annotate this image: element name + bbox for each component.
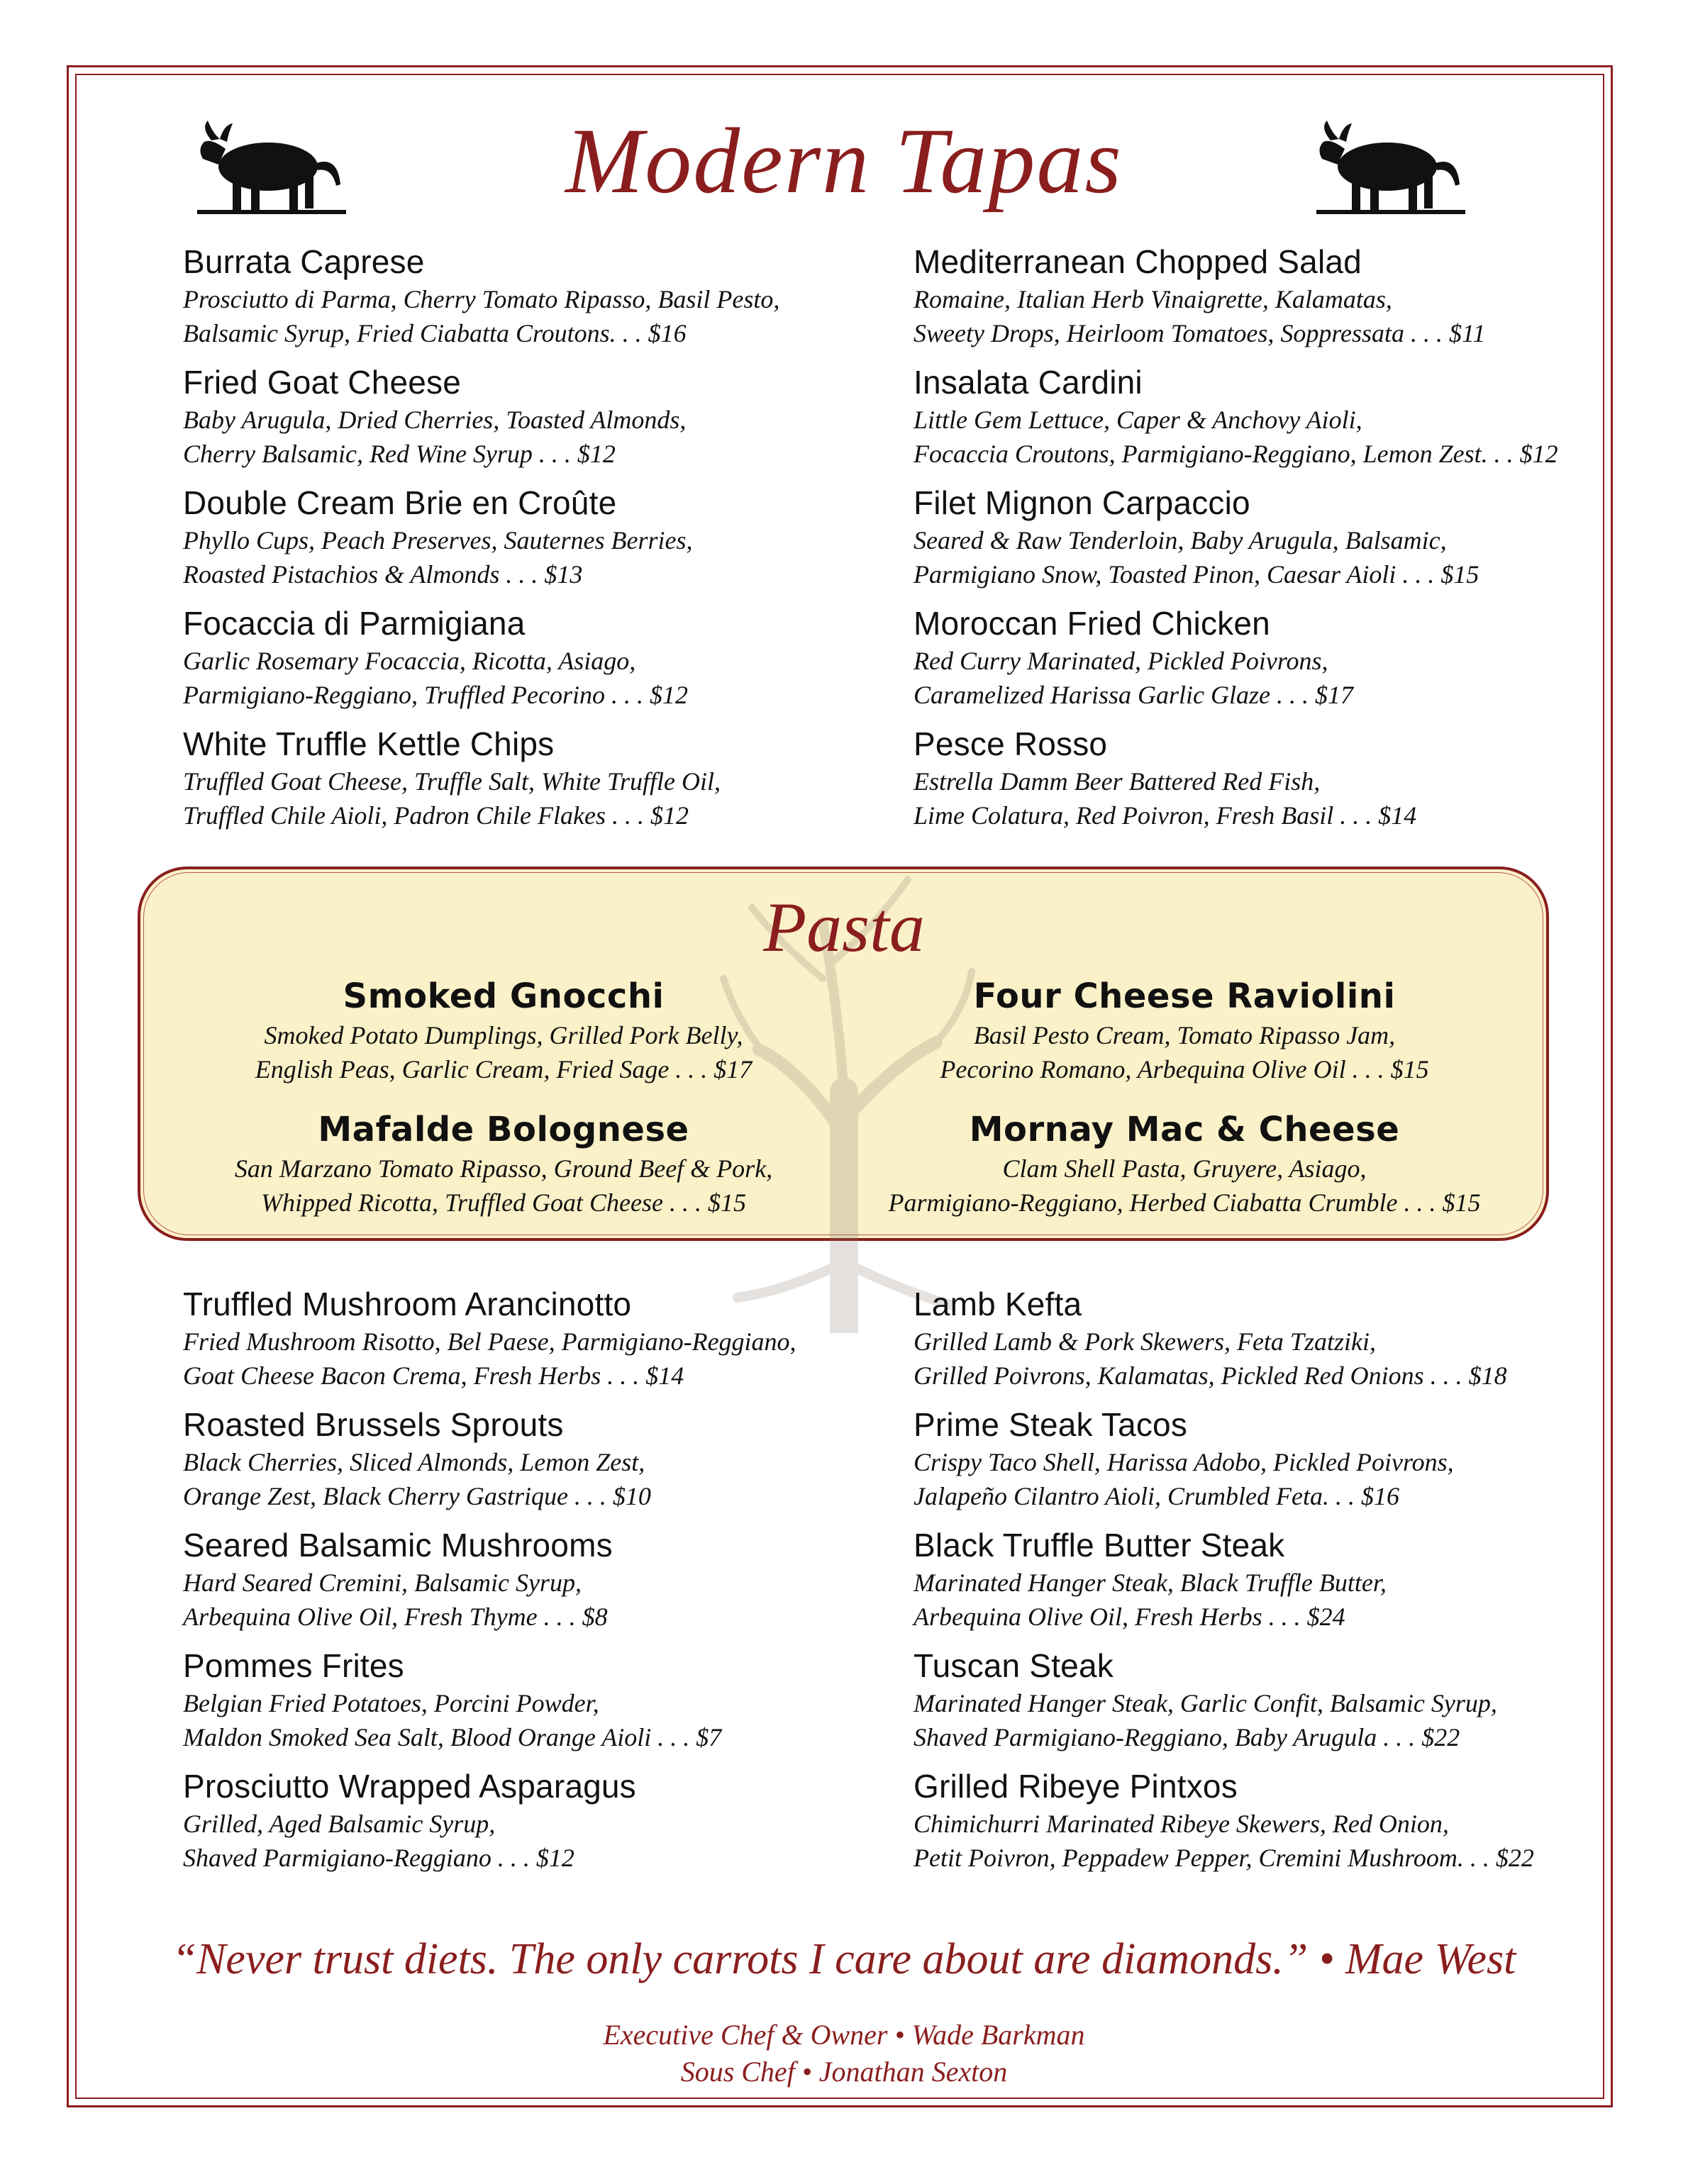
item-description: Little Gem Lettuce, Caper & Anchovy Aioli, Focaccia Croutons, Parmigiano-Reggiano, Lemon Zest. . . $12	[914, 406, 1558, 468]
item-name: Mornay Mac & Cheese	[969, 1110, 1400, 1149]
menu-item	[914, 482, 1594, 603]
item-name: Burrata Caprese	[183, 243, 425, 280]
tapas-right-column	[914, 241, 1594, 844]
menu-item	[183, 482, 892, 603]
menu-item	[914, 1283, 1594, 1404]
item-description: San Marzano Tomato Ripasso, Ground Beef & Pork, Whipped Ricotta, Truffled Goat Cheese . . . $15	[234, 1154, 773, 1217]
item-name: Grilled Ribeye Pintxos	[914, 1768, 1238, 1805]
tapas-left-column	[183, 241, 892, 844]
menu-item	[183, 1404, 892, 1525]
page-title: Modern Tapas	[565, 108, 1123, 213]
item-name: Seared Balsamic Mushrooms	[183, 1527, 613, 1564]
footer-quote: “Never trust diets. The only carrots I care about are diamonds.” • Mae West	[172, 1935, 1516, 1983]
menu-item	[914, 603, 1594, 723]
item-description: Red Curry Marinated, Pickled Poivrons, Caramelized Harissa Garlic Glaze . . . $17	[914, 647, 1353, 709]
item-name: Mafalde Bolognese	[318, 1110, 689, 1149]
item-description: Belgian Fried Potatoes, Porcini Powder, Maldon Smoked Sea Salt, Blood Orange Aioli . . . $7	[183, 1689, 722, 1751]
item-description: Garlic Rosemary Focaccia, Ricotta, Asiago, Parmigiano-Reggiano, Truffled Pecorino . . . $12	[183, 647, 688, 709]
menu-item	[914, 1645, 1594, 1766]
item-description: Black Cherries, Sliced Almonds, Lemon Zest, Orange Zest, Black Cherry Gastrique . . . $10	[183, 1448, 651, 1510]
item-name: Moroccan Fried Chicken	[914, 605, 1270, 642]
menu-item	[914, 1766, 1594, 1886]
item-description: Grilled, Aged Balsamic Syrup, Shaved Parmigiano-Reggiano . . . $12	[183, 1810, 574, 1872]
menu-item	[914, 1525, 1594, 1645]
item-description: Romaine, Italian Herb Vinaigrette, Kalamatas, Sweety Drops, Heirloom Tomatoes, Soppressata . . . $11	[914, 285, 1486, 347]
item-name: Pesce Rosso	[914, 725, 1108, 762]
pasta-item	[865, 1108, 1504, 1220]
pasta-item	[184, 1108, 823, 1220]
item-description: Hard Seared Cremini, Balsamic Syrup, Arbequina Olive Oil, Fresh Thyme . . . $8	[183, 1569, 608, 1631]
item-description: Grilled Lamb & Pork Skewers, Feta Tzatziki, Grilled Poivrons, Kalamatas, Pickled Red Onions . . . $18	[914, 1327, 1507, 1390]
item-description: Seared & Raw Tenderloin, Baby Arugula, Balsamic, Parmigiano Snow, Toasted Pinon, Caesar Aioli . . . $15	[914, 526, 1479, 589]
item-description: Baby Arugula, Dried Cherries, Toasted Almonds, Cherry Balsamic, Red Wine Syrup . . . $12	[183, 406, 687, 468]
item-description: Marinated Hanger Steak, Garlic Confit, Balsamic Syrup, Shaved Parmigiano-Reggiano, Baby Arugula . . . $22	[914, 1689, 1497, 1751]
item-name: Roasted Brussels Sprouts	[183, 1406, 564, 1443]
menu-item	[183, 603, 892, 723]
item-name: Four Cheese Raviolini	[973, 976, 1396, 1016]
menu-item	[183, 241, 892, 362]
lower-right-column	[914, 1283, 1594, 1886]
item-name: Lamb Kefta	[914, 1286, 1082, 1322]
item-name: Smoked Gnocchi	[343, 976, 665, 1016]
menu-item	[183, 1645, 892, 1766]
item-name: Prosciutto Wrapped Asparagus	[183, 1768, 636, 1805]
item-description: Marinated Hanger Steak, Black Truffle Butter, Arbequina Olive Oil, Fresh Herbs . . . $24	[914, 1569, 1387, 1631]
item-name: Double Cream Brie en Croûte	[183, 484, 617, 521]
item-description: Truffled Goat Cheese, Truffle Salt, White Truffle Oil, Truffled Chile Aioli, Padron Chile Flakes . . . $12	[183, 767, 721, 830]
lower-left-column	[183, 1283, 892, 1886]
item-name: Filet Mignon Carpaccio	[914, 484, 1250, 521]
menu-item	[914, 362, 1594, 482]
pasta-item	[865, 974, 1504, 1086]
item-description: Phyllo Cups, Peach Preserves, Sauternes Berries, Roasted Pistachios & Almonds . . . $13	[183, 526, 693, 589]
sous-chef-credit: Sous Chef • Jonathan Sexton	[680, 2056, 1008, 2088]
item-description: Smoked Potato Dumplings, Grilled Pork Belly, English Peas, Garlic Cream, Fried Sage . . . $17	[255, 1021, 753, 1083]
menu-item	[183, 1283, 892, 1404]
item-description: Crispy Taco Shell, Harissa Adobo, Pickled Poivrons, Jalapeño Cilantro Aioli, Crumbled Feta. . . $16	[914, 1448, 1454, 1510]
item-name: Mediterranean Chopped Salad	[914, 243, 1362, 280]
pasta-item	[184, 974, 823, 1086]
menu-item	[183, 723, 892, 844]
menu-item	[914, 1404, 1594, 1525]
item-name: Focaccia di Parmigiana	[183, 605, 526, 642]
menu-item	[183, 362, 892, 482]
item-description: Estrella Damm Beer Battered Red Fish, Lime Colatura, Red Poivron, Fresh Basil . . . $14	[914, 767, 1417, 830]
menu-item	[183, 1525, 892, 1645]
section-title-pasta: Pasta	[763, 888, 925, 966]
item-description: Fried Mushroom Risotto, Bel Paese, Parmigiano-Reggiano, Goat Cheese Bacon Crema, Fresh Herbs . . . $14	[183, 1327, 796, 1390]
menu-item	[183, 1766, 892, 1886]
item-name: Tuscan Steak	[914, 1647, 1114, 1684]
item-name: Black Truffle Butter Steak	[914, 1527, 1285, 1564]
menu-item	[914, 723, 1594, 844]
chef-credit: Executive Chef & Owner • Wade Barkman	[603, 2019, 1085, 2051]
item-name: Pommes Frites	[183, 1647, 404, 1684]
item-description: Basil Pesto Cream, Tomato Ripasso Jam, Pecorino Romano, Arbequina Olive Oil . . . $15	[940, 1021, 1429, 1083]
item-description: Prosciutto di Parma, Cherry Tomato Ripasso, Basil Pesto, Balsamic Syrup, Fried Ciabatta Croutons. . . $16	[183, 285, 780, 347]
item-description: Clam Shell Pasta, Gruyere, Asiago, Parmigiano-Reggiano, Herbed Ciabatta Crumble . . . $15	[888, 1154, 1481, 1217]
item-name: Prime Steak Tacos	[914, 1406, 1188, 1443]
item-description: Chimichurri Marinated Ribeye Skewers, Red Onion, Petit Poivron, Peppadew Pepper, Cremini Mushroom. . . $22	[914, 1810, 1534, 1872]
menu-item	[914, 241, 1594, 362]
item-name: White Truffle Kettle Chips	[183, 725, 555, 762]
item-name: Fried Goat Cheese	[183, 364, 462, 401]
item-name: Truffled Mushroom Arancinotto	[183, 1286, 632, 1322]
item-name: Insalata Cardini	[914, 364, 1143, 401]
